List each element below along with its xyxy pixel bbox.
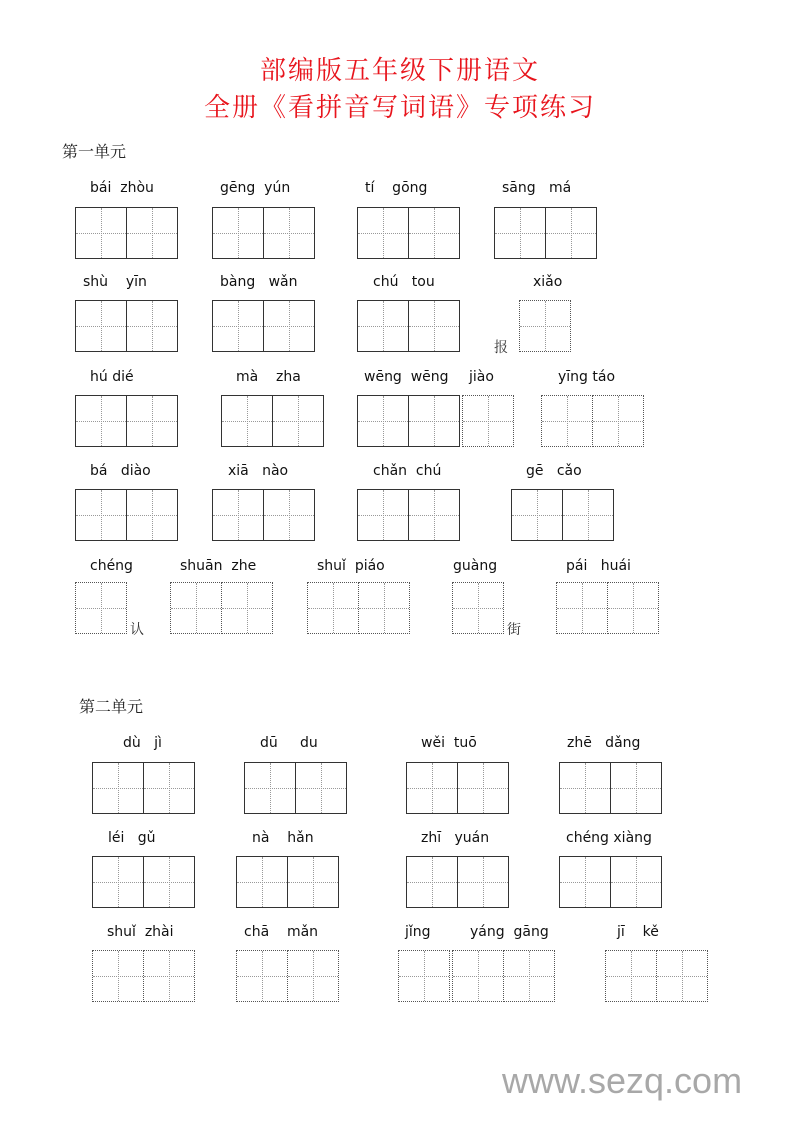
writing-grid[interactable] [541,395,643,447]
pinyin-label: wěi tuō [421,735,477,751]
writing-grid[interactable] [75,300,177,352]
pinyin-label: guàng [453,558,498,574]
writing-grid[interactable] [357,207,459,259]
pinyin-label: zhī yuán [421,830,490,846]
page-title-line2: 全册《看拼音写词语》专项练习 [203,93,596,123]
pinyin-label: jī kě [617,924,659,940]
unit-1-label: 第一单元 [62,142,127,161]
given-character: 认 [130,622,144,638]
pinyin-label: zhē dǎng [567,735,641,751]
writing-grid[interactable] [236,950,338,1002]
writing-grid[interactable] [398,950,449,1002]
pinyin-label: sāng má [502,180,572,196]
writing-grid[interactable] [452,582,503,634]
writing-grid[interactable] [357,489,459,541]
pinyin-label: wēng wēng [364,369,449,385]
writing-grid[interactable] [559,762,661,814]
pinyin-label: chéng [90,558,133,574]
writing-grid[interactable] [307,582,409,634]
pinyin-label: gēng yún [220,180,291,196]
pinyin-label: chǎn chú [373,463,442,479]
writing-grid[interactable] [212,489,314,541]
writing-grid[interactable] [511,489,613,541]
pinyin-label: shuǐ zhài [107,924,174,940]
writing-grid[interactable] [605,950,707,1002]
watermark: www.sezq.com [502,1060,743,1101]
writing-grid[interactable] [244,762,346,814]
given-character: 街 [507,622,521,638]
pinyin-label: jiào [469,369,494,385]
pinyin-label: jǐng [405,924,431,940]
writing-grid[interactable] [212,207,314,259]
pinyin-label: xiǎo [533,274,563,290]
writing-grid[interactable] [519,300,570,352]
pinyin-label: bàng wǎn [220,274,298,290]
page-title-line1: 部编版五年级下册语文 [259,56,540,86]
writing-grid[interactable] [212,300,314,352]
pinyin-label: yáng gāng [470,924,549,940]
pinyin-label: tí gōng [365,180,428,196]
writing-grid[interactable] [406,762,508,814]
pinyin-label: chú tou [373,274,435,290]
pinyin-label: dù jì [123,735,162,751]
pinyin-label: dū du [260,735,318,751]
writing-grid[interactable] [92,762,194,814]
pinyin-label: nà hǎn [252,830,314,846]
pinyin-label: shù yīn [83,274,147,290]
pinyin-label: pái huái [566,558,631,574]
writing-grid[interactable] [462,395,513,447]
writing-grid[interactable] [556,582,658,634]
writing-grid[interactable] [75,395,177,447]
pinyin-label: gē cǎo [526,463,582,479]
writing-grid[interactable] [75,582,126,634]
writing-grid[interactable] [452,950,554,1002]
unit-2-label: 第二单元 [79,697,144,716]
pinyin-label: chéng xiàng [566,830,652,846]
given-character: 报 [494,340,508,356]
pinyin-label: léi gǔ [108,830,156,846]
pinyin-label: mà zha [236,369,301,385]
writing-grid[interactable] [221,395,323,447]
pinyin-label: shuǐ piáo [317,558,385,574]
pinyin-label: yīng táo [558,369,616,385]
writing-grid[interactable] [170,582,272,634]
pinyin-label: bá diào [90,463,151,479]
pinyin-label: shuān zhe [180,558,257,574]
writing-grid[interactable] [406,856,508,908]
writing-grid[interactable] [494,207,596,259]
writing-grid[interactable] [75,489,177,541]
writing-grid[interactable] [92,856,194,908]
pinyin-label: bái zhòu [90,180,154,196]
writing-grid[interactable] [236,856,338,908]
writing-grid[interactable] [357,300,459,352]
writing-grid[interactable] [75,207,177,259]
writing-grid[interactable] [559,856,661,908]
writing-grid[interactable] [357,395,459,447]
pinyin-label: xiā nào [228,463,289,479]
writing-grid[interactable] [92,950,194,1002]
pinyin-label: hú dié [90,369,134,385]
pinyin-label: chā mǎn [244,924,319,940]
